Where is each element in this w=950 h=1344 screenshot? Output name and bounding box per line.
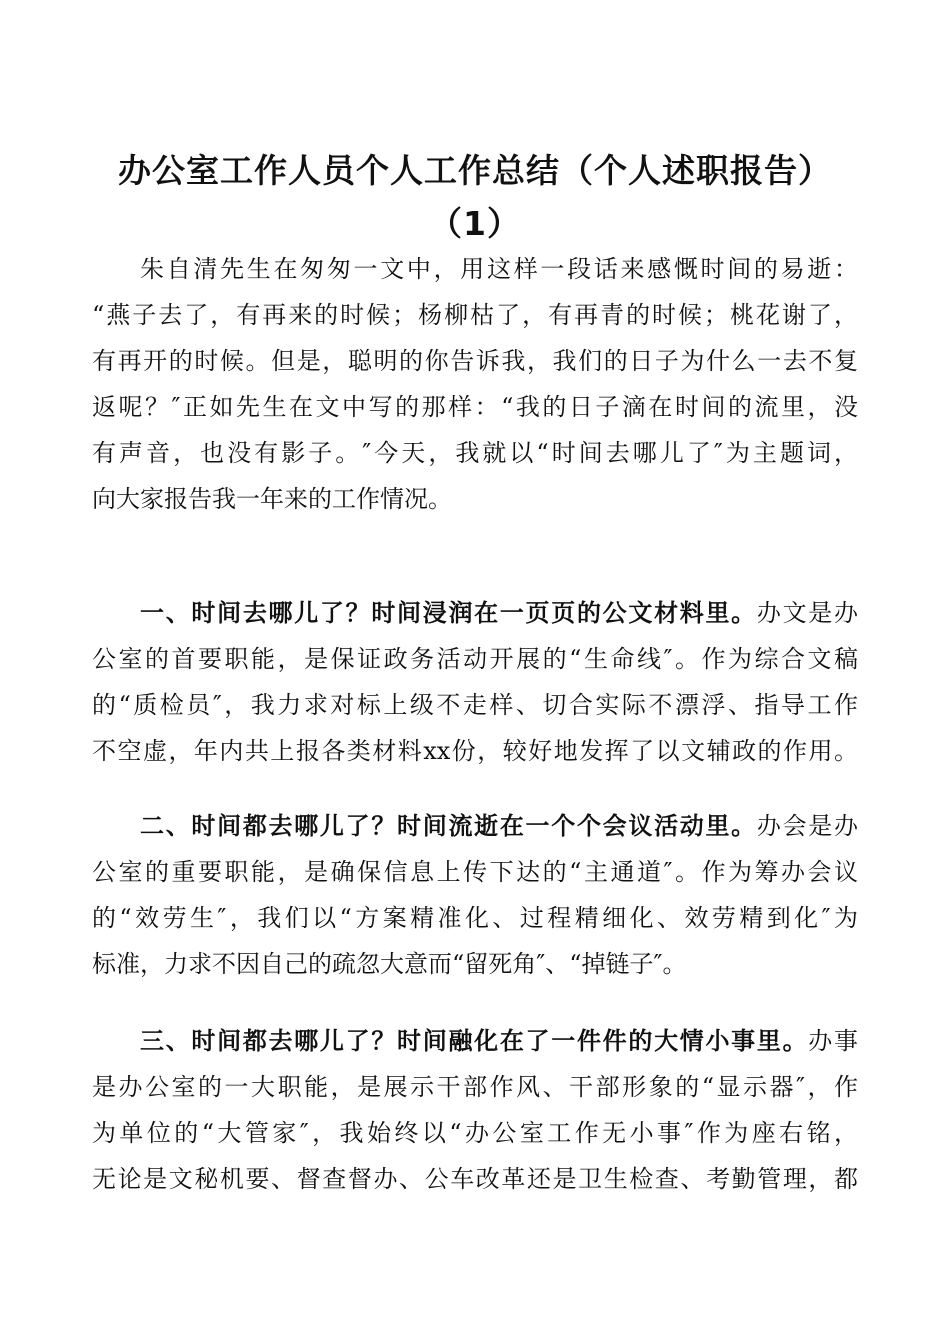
paragraph-line: 不空虚，年内共上报各类材料xx份，较好地发挥了以文辅政的作用。	[92, 737, 858, 765]
section-heading: 三、时间都去哪儿了？时间融化在了一件件的大情小事里。	[140, 1027, 809, 1055]
paragraph-first-line	[92, 590, 858, 636]
paragraph-first-line	[92, 1018, 858, 1064]
section-heading: 一、时间去哪儿了？时间浸润在一页页的公文材料里。	[140, 599, 757, 627]
paragraph-line: 返呢？″正如先生在文中写的那样：“我的日子滴在时间的流里，没	[92, 393, 858, 421]
paragraph-section-1	[92, 590, 858, 774]
section-text-start: 办事	[808, 1027, 858, 1055]
section-heading: 二、时间都去哪儿了？时间流逝在一个个会议活动里。	[140, 812, 757, 840]
paragraph-line: 为单位的“大管家″，我始终以“办公室工作无小事″作为座右铭，	[92, 1119, 858, 1147]
paragraph-line: 公室的重要职能，是确保信息上传下达的“主通道″。作为筹办会议	[92, 858, 858, 886]
paragraph-line: 公室的首要职能，是保证政务活动开展的“生命线″。作为综合文稿	[92, 645, 858, 673]
paragraph-intro	[92, 246, 858, 522]
paragraph-line: 无论是文秘机要、督查督办、公车改革还是卫生检查、考勤管理，都	[92, 1165, 858, 1193]
paragraph-line: 朱自清先生在匆匆一文中，用这样一段话来感慨时间的易逝：	[140, 255, 858, 283]
paragraph-line: 标准，力求不因自己的疏忽大意而“留死角″、“掉链子″。	[92, 950, 687, 978]
document-title: 办公室工作人员个人工作总结（个人述职报告）	[118, 151, 832, 190]
document-title-number: （1）	[429, 204, 521, 243]
paragraph-first-line	[92, 803, 858, 849]
paragraph-line: 向大家报告我一年来的工作情况。	[92, 485, 452, 513]
paragraph-line: 有再开的时候。但是，聪明的你告诉我，我们的日子为什么一去不复	[92, 347, 858, 375]
section-text-start: 办会是办	[756, 812, 858, 840]
paragraph-line: 的“效劳生″，我们以“方案精准化、过程精细化、效劳精到化″为	[92, 904, 858, 932]
paragraph-line: 是办公室的一大职能，是展示干部作风、干部形象的“显示器″，作	[92, 1073, 858, 1101]
paragraph-section-2	[92, 803, 858, 987]
section-text-start: 办文是办	[756, 599, 858, 627]
paragraph-line: 的“质检员″，我力求对标上级不走样、切合实际不漂浮、指导工作	[92, 691, 858, 719]
paragraph-line: “燕子去了，有再来的时候；杨柳枯了，有再青的时候；桃花谢了，	[92, 301, 858, 329]
paragraph-line: 有声音，也没有影子。″今天，我就以“时间去哪儿了″为主题词，	[92, 439, 858, 467]
paragraph-section-3	[92, 1018, 858, 1202]
